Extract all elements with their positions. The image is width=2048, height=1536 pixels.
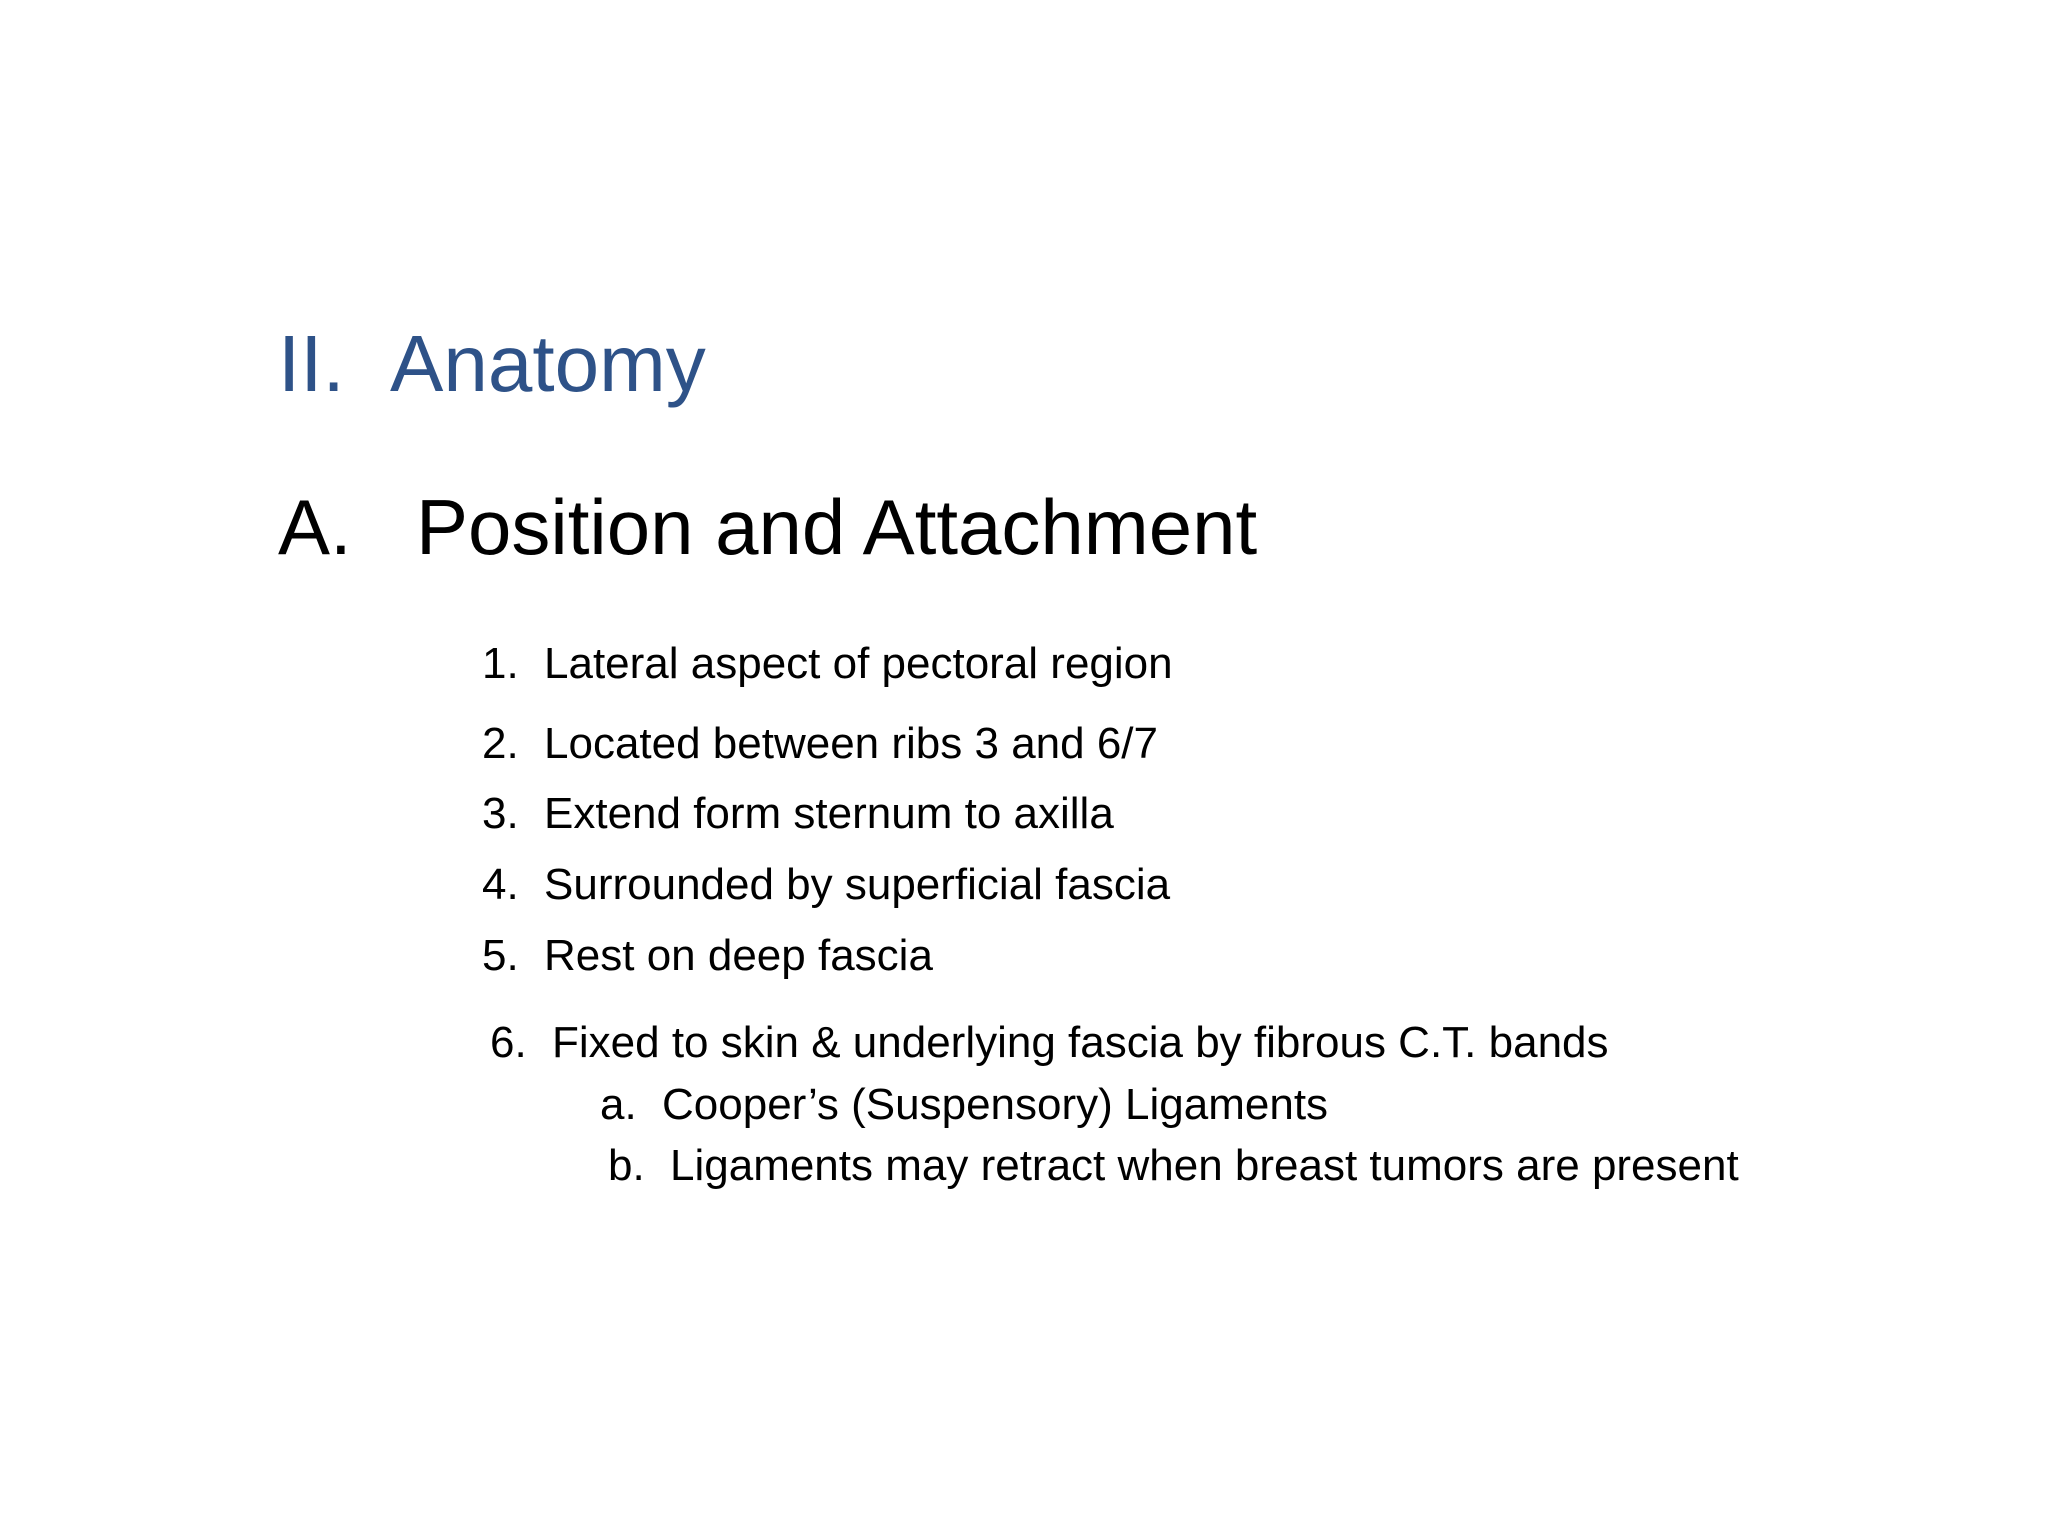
- list-item-number: 5.: [482, 931, 519, 980]
- list-item-5: [482, 930, 933, 982]
- list-item-text: Lateral aspect of pectoral region: [544, 639, 1173, 688]
- list-item-text: Surrounded by superficial fascia: [544, 860, 1171, 909]
- list-item-text: Fixed to skin & underlying fascia by fibrous C.T. bands: [552, 1018, 1609, 1067]
- section-number: II.: [278, 319, 345, 408]
- sub-item-text: Ligaments may retract when breast tumors are present: [670, 1141, 1739, 1190]
- list-item-3: [482, 788, 1114, 840]
- sub-item-letter: a.: [600, 1080, 637, 1129]
- list-item-6: [490, 1017, 1609, 1069]
- sub-item-a: [600, 1079, 1328, 1131]
- list-item-number: 1.: [482, 639, 519, 688]
- section-title: Anatomy: [390, 319, 706, 408]
- list-item-text: Extend form sternum to axilla: [544, 789, 1114, 838]
- list-item-text: Rest on deep fascia: [544, 931, 933, 980]
- list-item-2: [482, 718, 1158, 770]
- subsection-title: Position and Attachment: [416, 483, 1258, 571]
- sub-item-b: [608, 1140, 1739, 1192]
- list-item-number: 6.: [490, 1018, 527, 1067]
- section-heading: [278, 318, 706, 410]
- list-item-1: [482, 638, 1173, 690]
- subsection-heading: [278, 482, 1257, 572]
- list-item-text: Located between ribs 3 and 6/7: [544, 719, 1159, 768]
- list-item-4: [482, 859, 1170, 911]
- list-item-number: 3.: [482, 789, 519, 838]
- list-item-number: 2.: [482, 719, 519, 768]
- sub-item-text: Cooper’s (Suspensory) Ligaments: [662, 1080, 1329, 1129]
- sub-item-letter: b.: [608, 1141, 645, 1190]
- subsection-letter: A.: [278, 483, 352, 571]
- list-item-number: 4.: [482, 860, 519, 909]
